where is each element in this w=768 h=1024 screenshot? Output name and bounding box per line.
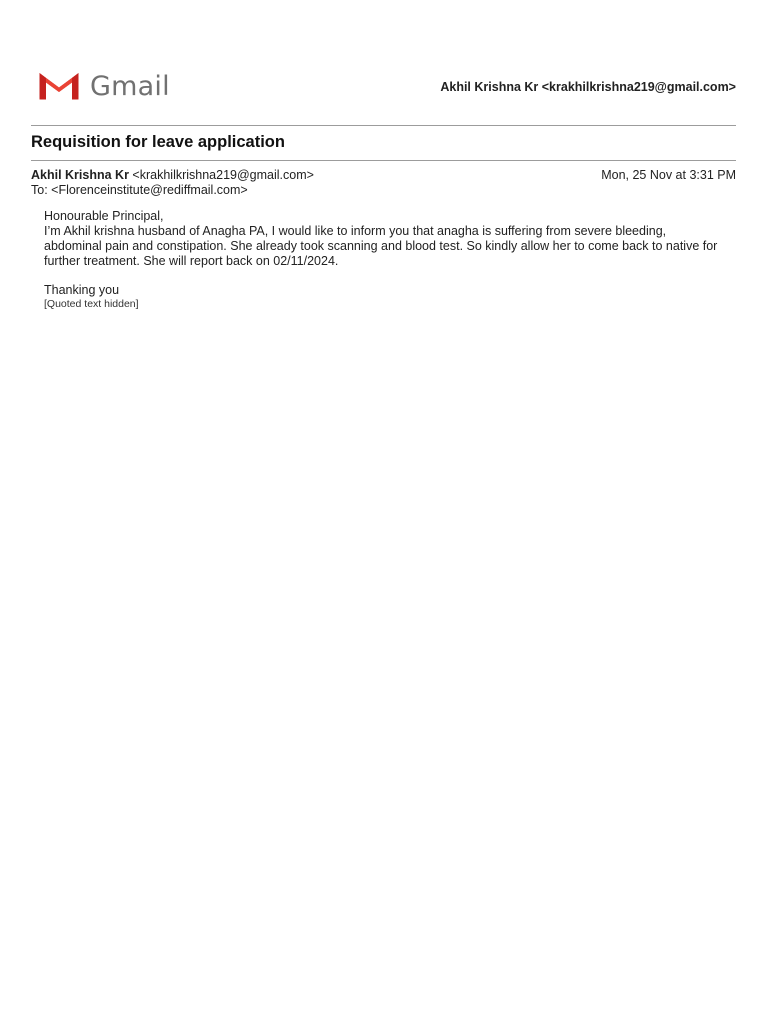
recipient: To: <Florenceinstitute@rediffmail.com> — [31, 183, 248, 197]
sender-name: Akhil Krishna Kr — [31, 168, 129, 182]
header-divider — [31, 125, 736, 126]
sender-row — [31, 168, 736, 183]
paragraph-gap — [44, 269, 724, 283]
quoted-text-hidden: [Quoted text hidden] — [44, 298, 139, 310]
greeting: Honourable Principal, — [44, 209, 164, 223]
page-header — [0, 0, 768, 126]
gmail-wordmark: Gmail — [90, 70, 170, 102]
sender-email: <krakhilkrishna219@gmail.com> — [132, 168, 314, 182]
account-address: Akhil Krishna Kr <krakhilkrishna219@gmail.com> — [440, 80, 736, 94]
gmail-logo — [37, 70, 170, 102]
email-body — [44, 209, 724, 311]
sender — [31, 168, 314, 183]
body-paragraph: I’m Akhil krishna husband of Anagha PA, I would like to inform you that anagha is suffering from severe bleeding, abdominal pain and constipation. She already took scanning and blood test. So kindly allow her to come back to native for further treatment. She will report back on 02/11/2024. — [44, 224, 718, 268]
email-date: Mon, 25 Nov at 3:31 PM — [601, 168, 736, 182]
gmail-m-icon — [37, 70, 81, 102]
subject-divider — [31, 160, 736, 161]
email-subject: Requisition for leave application — [31, 133, 285, 151]
closing: Thanking you — [44, 283, 120, 297]
email-meta — [31, 168, 736, 198]
